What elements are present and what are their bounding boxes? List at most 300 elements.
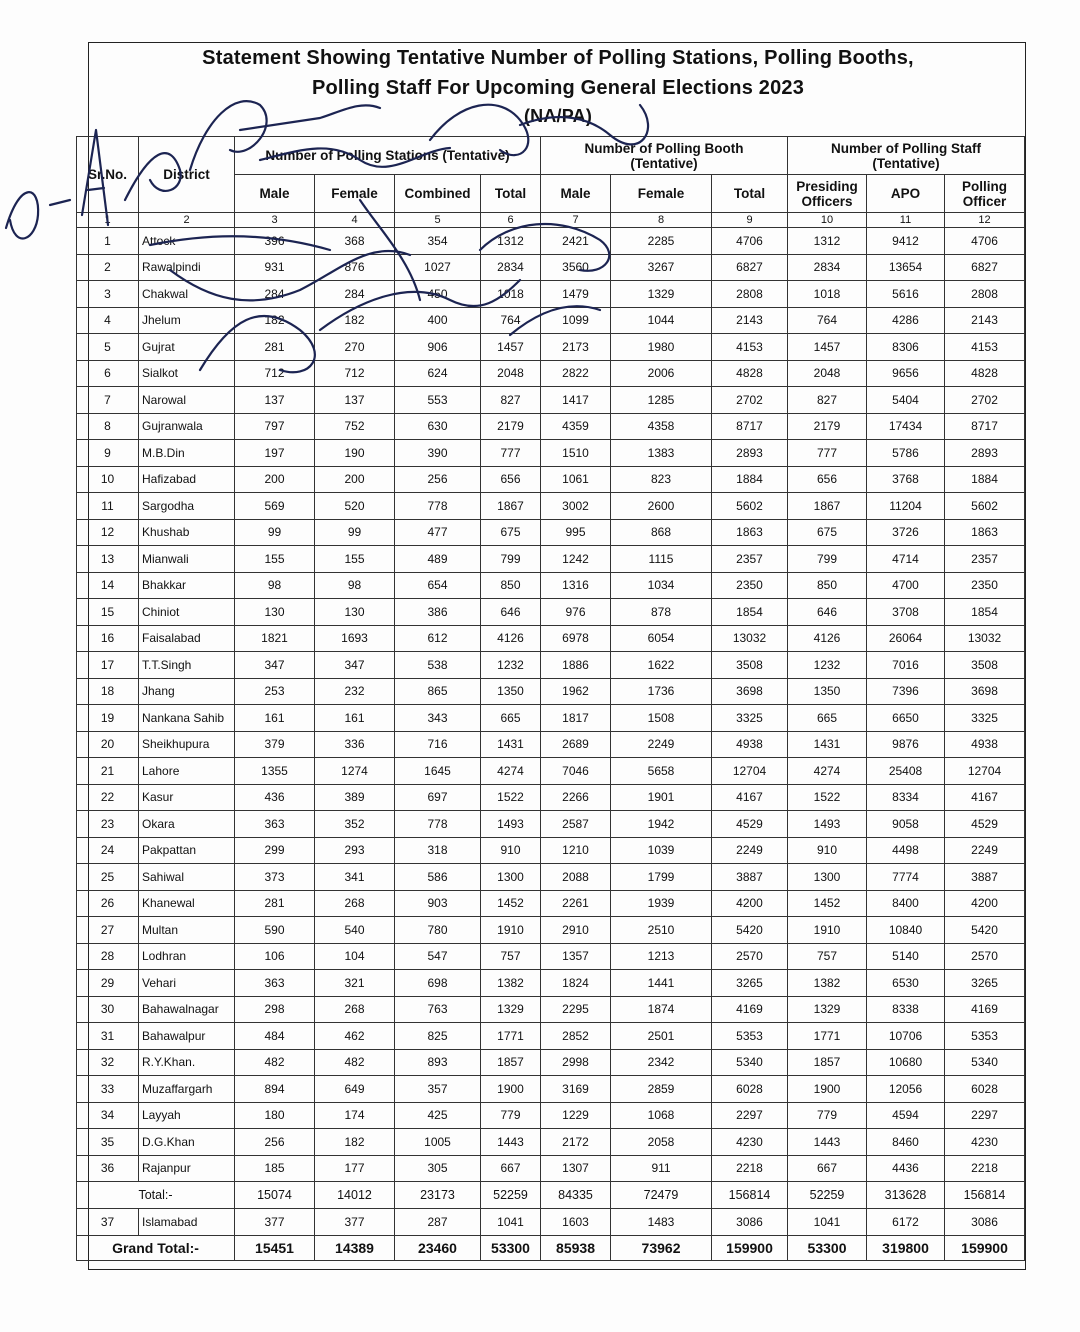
cell-value: 4706 bbox=[712, 228, 788, 255]
cell-value: 1039 bbox=[611, 837, 712, 864]
table-row bbox=[77, 1076, 1025, 1103]
cell-value: 321 bbox=[315, 970, 395, 997]
column-number: 1 bbox=[77, 213, 139, 228]
cell-value: 1329 bbox=[788, 996, 867, 1023]
cell-value: 1350 bbox=[788, 678, 867, 705]
cell-value: 3560 bbox=[541, 254, 611, 281]
cell-district: Lodhran bbox=[139, 943, 235, 970]
cell-value: 1431 bbox=[481, 731, 541, 758]
cell-value: 425 bbox=[395, 1102, 481, 1129]
table-row bbox=[77, 652, 1025, 679]
cell-value: 1443 bbox=[481, 1129, 541, 1156]
cell-value: 130 bbox=[315, 599, 395, 626]
cell-value: 3708 bbox=[867, 599, 945, 626]
column-number: 10 bbox=[788, 213, 867, 228]
cell-value: 1962 bbox=[541, 678, 611, 705]
cell-value: 1603 bbox=[541, 1209, 611, 1236]
cell-value: 174 bbox=[315, 1102, 395, 1129]
cell-value: 1884 bbox=[712, 466, 788, 493]
cell-value: 354 bbox=[395, 228, 481, 255]
cell-value: 911 bbox=[611, 1155, 712, 1182]
cell-value: 182 bbox=[315, 307, 395, 334]
cell-value: 656 bbox=[788, 466, 867, 493]
cell-value: 2702 bbox=[712, 387, 788, 414]
cell-value: 6978 bbox=[541, 625, 611, 652]
cell-value: 182 bbox=[315, 1129, 395, 1156]
cell-sr-no: 8 bbox=[77, 413, 139, 440]
cell-value: 2998 bbox=[541, 1049, 611, 1076]
cell-value: 2350 bbox=[712, 572, 788, 599]
cell-value: 2048 bbox=[481, 360, 541, 387]
cell-value: 357 bbox=[395, 1076, 481, 1103]
cell-sr-no: 11 bbox=[77, 493, 139, 520]
header-district: District bbox=[139, 137, 235, 213]
cell-value: 1863 bbox=[712, 519, 788, 546]
cell-value: 298 bbox=[235, 996, 315, 1023]
cell-value: 1431 bbox=[788, 731, 867, 758]
cell-value: 3698 bbox=[945, 678, 1025, 705]
header-booths-total: Total bbox=[712, 175, 788, 213]
cell-value: 827 bbox=[481, 387, 541, 414]
cell-value: 4938 bbox=[712, 731, 788, 758]
cell-district: Narowal bbox=[139, 387, 235, 414]
header-booths-female: Female bbox=[611, 175, 712, 213]
column-number: 3 bbox=[235, 213, 315, 228]
cell-district: Attock bbox=[139, 228, 235, 255]
cell-value: 180 bbox=[235, 1102, 315, 1129]
cell-value: 1799 bbox=[611, 864, 712, 891]
cell-value: 630 bbox=[395, 413, 481, 440]
cell-value: 752 bbox=[315, 413, 395, 440]
cell-sr-no: 12 bbox=[77, 519, 139, 546]
cell-value: 284 bbox=[315, 281, 395, 308]
cell-value: 1034 bbox=[611, 572, 712, 599]
cell-sr-no: 1 bbox=[77, 228, 139, 255]
column-number-row bbox=[77, 213, 1025, 228]
cell-value: 386 bbox=[395, 599, 481, 626]
cell-value: 1312 bbox=[481, 228, 541, 255]
cell-value: 665 bbox=[788, 705, 867, 732]
column-number: 8 bbox=[611, 213, 712, 228]
cell-value: 6054 bbox=[611, 625, 712, 652]
cell-district: Layyah bbox=[139, 1102, 235, 1129]
cell-district: Pakpattan bbox=[139, 837, 235, 864]
cell-sr-no: 6 bbox=[77, 360, 139, 387]
table-row bbox=[77, 970, 1025, 997]
cell-value: 13654 bbox=[867, 254, 945, 281]
cell-value: 1771 bbox=[481, 1023, 541, 1050]
cell-value: 825 bbox=[395, 1023, 481, 1050]
cell-sr-no: 20 bbox=[77, 731, 139, 758]
cell-value: 1300 bbox=[788, 864, 867, 891]
cell-value: 268 bbox=[315, 890, 395, 917]
cell-value: 1355 bbox=[235, 758, 315, 785]
cell-value: 4828 bbox=[945, 360, 1025, 387]
cell-value: 1044 bbox=[611, 307, 712, 334]
cell-value: 104 bbox=[315, 943, 395, 970]
cell-value: 675 bbox=[788, 519, 867, 546]
cell-value: 799 bbox=[788, 546, 867, 573]
cell-value: 1452 bbox=[481, 890, 541, 917]
cell-value: 3508 bbox=[712, 652, 788, 679]
cell-value: 1329 bbox=[611, 281, 712, 308]
cell-value: 2058 bbox=[611, 1129, 712, 1156]
grand-total-row bbox=[77, 1235, 1025, 1260]
cell-value: 1213 bbox=[611, 943, 712, 970]
cell-value: 25408 bbox=[867, 758, 945, 785]
cell-value: 850 bbox=[788, 572, 867, 599]
table-row bbox=[77, 784, 1025, 811]
cell-sr-no: 2 bbox=[77, 254, 139, 281]
cell-value: 3726 bbox=[867, 519, 945, 546]
cell-value: 347 bbox=[315, 652, 395, 679]
cell-district: Multan bbox=[139, 917, 235, 944]
cell-value: 5658 bbox=[611, 758, 712, 785]
cell-value: 12704 bbox=[945, 758, 1025, 785]
table-row bbox=[77, 572, 1025, 599]
cell-value: 763 bbox=[395, 996, 481, 1023]
cell-value: 1854 bbox=[712, 599, 788, 626]
cell-value: 8400 bbox=[867, 890, 945, 917]
cell-value: 2859 bbox=[611, 1076, 712, 1103]
cell-value: 6172 bbox=[867, 1209, 945, 1236]
cell-value: 336 bbox=[315, 731, 395, 758]
cell-value: 396 bbox=[235, 228, 315, 255]
cell-value: 2048 bbox=[788, 360, 867, 387]
cell-value: 1300 bbox=[481, 864, 541, 891]
cell-value: 4126 bbox=[481, 625, 541, 652]
cell-value: 5353 bbox=[712, 1023, 788, 1050]
column-number: 6 bbox=[481, 213, 541, 228]
cell-district: Vehari bbox=[139, 970, 235, 997]
cell-value: 624 bbox=[395, 360, 481, 387]
cell-value: 9058 bbox=[867, 811, 945, 838]
cell-value: 5340 bbox=[945, 1049, 1025, 1076]
cell-district: Faisalabad bbox=[139, 625, 235, 652]
cell-value: 7396 bbox=[867, 678, 945, 705]
cell-value: 4714 bbox=[867, 546, 945, 573]
table-row bbox=[77, 625, 1025, 652]
cell-value: 2501 bbox=[611, 1023, 712, 1050]
cell-sr-no: 36 bbox=[77, 1155, 139, 1182]
cell-value: 1886 bbox=[541, 652, 611, 679]
cell-value: 155 bbox=[315, 546, 395, 573]
cell-value: 17434 bbox=[867, 413, 945, 440]
table-row bbox=[77, 890, 1025, 917]
cell-value: 26064 bbox=[867, 625, 945, 652]
cell-district: M.B.Din bbox=[139, 440, 235, 467]
cell-value: 2173 bbox=[541, 334, 611, 361]
cell-value: 436 bbox=[235, 784, 315, 811]
cell-value: 2893 bbox=[945, 440, 1025, 467]
cell-value: 3325 bbox=[712, 705, 788, 732]
cell-value: 8334 bbox=[867, 784, 945, 811]
cell-value: 5420 bbox=[945, 917, 1025, 944]
cell-value: 270 bbox=[315, 334, 395, 361]
cell-district: D.G.Khan bbox=[139, 1129, 235, 1156]
cell-value: 256 bbox=[395, 466, 481, 493]
cell-value: 352 bbox=[315, 811, 395, 838]
cell-value: 3169 bbox=[541, 1076, 611, 1103]
cell-sr-no: 3 bbox=[77, 281, 139, 308]
total-value: 14012 bbox=[315, 1182, 395, 1209]
cell-value: 7774 bbox=[867, 864, 945, 891]
cell-value: 2218 bbox=[945, 1155, 1025, 1182]
cell-value: 2834 bbox=[481, 254, 541, 281]
cell-value: 649 bbox=[315, 1076, 395, 1103]
cell-value: 197 bbox=[235, 440, 315, 467]
cell-value: 6650 bbox=[867, 705, 945, 732]
table-row bbox=[77, 519, 1025, 546]
cell-value: 10706 bbox=[867, 1023, 945, 1050]
cell-value: 11204 bbox=[867, 493, 945, 520]
cell-value: 778 bbox=[395, 811, 481, 838]
cell-sr-no: 4 bbox=[77, 307, 139, 334]
grand-total-value: 53300 bbox=[788, 1235, 867, 1260]
table-row bbox=[77, 1129, 1025, 1156]
cell-sr-no: 34 bbox=[77, 1102, 139, 1129]
total-value: 15074 bbox=[235, 1182, 315, 1209]
cell-value: 13032 bbox=[712, 625, 788, 652]
table-row bbox=[77, 1155, 1025, 1182]
cell-value: 903 bbox=[395, 890, 481, 917]
cell-value: 667 bbox=[788, 1155, 867, 1182]
cell-value: 1018 bbox=[788, 281, 867, 308]
cell-sr-no: 32 bbox=[77, 1049, 139, 1076]
cell-value: 3086 bbox=[945, 1209, 1025, 1236]
cell-value: 5140 bbox=[867, 943, 945, 970]
grand-total-value: 159900 bbox=[945, 1235, 1025, 1260]
cell-value: 3887 bbox=[945, 864, 1025, 891]
cell-value: 547 bbox=[395, 943, 481, 970]
cell-district: Rawalpindi bbox=[139, 254, 235, 281]
cell-district: Sheikhupura bbox=[139, 731, 235, 758]
cell-value: 779 bbox=[788, 1102, 867, 1129]
cell-value: 4286 bbox=[867, 307, 945, 334]
cell-value: 4230 bbox=[945, 1129, 1025, 1156]
cell-value: 281 bbox=[235, 890, 315, 917]
table-row bbox=[77, 334, 1025, 361]
cell-value: 13032 bbox=[945, 625, 1025, 652]
cell-value: 4153 bbox=[945, 334, 1025, 361]
cell-value: 1061 bbox=[541, 466, 611, 493]
cell-sr-no: 14 bbox=[77, 572, 139, 599]
cell-district: Okara bbox=[139, 811, 235, 838]
cell-value: 5602 bbox=[712, 493, 788, 520]
cell-sr-no: 24 bbox=[77, 837, 139, 864]
table-row bbox=[77, 281, 1025, 308]
cell-value: 98 bbox=[315, 572, 395, 599]
cell-value: 2357 bbox=[945, 546, 1025, 573]
cell-value: 4126 bbox=[788, 625, 867, 652]
cell-value: 6028 bbox=[712, 1076, 788, 1103]
total-value: 72479 bbox=[611, 1182, 712, 1209]
table-row bbox=[77, 387, 1025, 414]
cell-value: 137 bbox=[235, 387, 315, 414]
cell-value: 1910 bbox=[481, 917, 541, 944]
cell-value: 1443 bbox=[788, 1129, 867, 1156]
cell-value: 305 bbox=[395, 1155, 481, 1182]
cell-value: 698 bbox=[395, 970, 481, 997]
total-value: 156814 bbox=[712, 1182, 788, 1209]
cell-value: 2808 bbox=[712, 281, 788, 308]
cell-value: 482 bbox=[235, 1049, 315, 1076]
cell-value: 2852 bbox=[541, 1023, 611, 1050]
cell-district: Mianwali bbox=[139, 546, 235, 573]
cell-value: 489 bbox=[395, 546, 481, 573]
cell-value: 8306 bbox=[867, 334, 945, 361]
cell-value: 200 bbox=[235, 466, 315, 493]
cell-sr-no: 22 bbox=[77, 784, 139, 811]
cell-value: 865 bbox=[395, 678, 481, 705]
column-number: 4 bbox=[315, 213, 395, 228]
cell-sr-no: 9 bbox=[77, 440, 139, 467]
document-title-line-1: Statement Showing Tentative Number of Polling Stations, Polling Booths, bbox=[202, 47, 914, 69]
header-stations-total: Total bbox=[481, 175, 541, 213]
cell-sr-no: 28 bbox=[77, 943, 139, 970]
grand-total-value: 73962 bbox=[611, 1235, 712, 1260]
cell-district: Chiniot bbox=[139, 599, 235, 626]
cell-value: 1824 bbox=[541, 970, 611, 997]
grand-total-value: 319800 bbox=[867, 1235, 945, 1260]
cell-value: 4167 bbox=[712, 784, 788, 811]
cell-sr-no: 37 bbox=[77, 1209, 139, 1236]
cell-value: 712 bbox=[235, 360, 315, 387]
cell-value: 1910 bbox=[788, 917, 867, 944]
cell-value: 161 bbox=[235, 705, 315, 732]
cell-value: 797 bbox=[235, 413, 315, 440]
cell-value: 377 bbox=[315, 1209, 395, 1236]
header-stations-female: Female bbox=[315, 175, 395, 213]
cell-value: 2910 bbox=[541, 917, 611, 944]
header-sr-no: Sr.No. bbox=[77, 137, 139, 213]
cell-value: 268 bbox=[315, 996, 395, 1023]
table-row bbox=[77, 254, 1025, 281]
cell-value: 1417 bbox=[541, 387, 611, 414]
cell-value: 1821 bbox=[235, 625, 315, 652]
cell-value: 341 bbox=[315, 864, 395, 891]
cell-value: 390 bbox=[395, 440, 481, 467]
cell-value: 484 bbox=[235, 1023, 315, 1050]
cell-value: 3325 bbox=[945, 705, 1025, 732]
cell-value: 2510 bbox=[611, 917, 712, 944]
cell-value: 2570 bbox=[712, 943, 788, 970]
table-row bbox=[77, 1049, 1025, 1076]
cell-value: 697 bbox=[395, 784, 481, 811]
cell-value: 764 bbox=[481, 307, 541, 334]
cell-value: 995 bbox=[541, 519, 611, 546]
grand-total-value: 14389 bbox=[315, 1235, 395, 1260]
cell-value: 1383 bbox=[611, 440, 712, 467]
cell-value: 1027 bbox=[395, 254, 481, 281]
cell-sr-no: 27 bbox=[77, 917, 139, 944]
header-stations-male: Male bbox=[235, 175, 315, 213]
cell-value: 2249 bbox=[611, 731, 712, 758]
cell-value: 12056 bbox=[867, 1076, 945, 1103]
cell-value: 764 bbox=[788, 307, 867, 334]
cell-value: 10680 bbox=[867, 1049, 945, 1076]
cell-value: 2266 bbox=[541, 784, 611, 811]
cell-value: 1068 bbox=[611, 1102, 712, 1129]
cell-value: 553 bbox=[395, 387, 481, 414]
column-number: 9 bbox=[712, 213, 788, 228]
cell-value: 1350 bbox=[481, 678, 541, 705]
table-row bbox=[77, 917, 1025, 944]
grand-total-value: 15451 bbox=[235, 1235, 315, 1260]
cell-value: 646 bbox=[481, 599, 541, 626]
cell-value: 906 bbox=[395, 334, 481, 361]
table-row bbox=[77, 599, 1025, 626]
cell-value: 2342 bbox=[611, 1049, 712, 1076]
cell-value: 2249 bbox=[945, 837, 1025, 864]
cell-value: 1441 bbox=[611, 970, 712, 997]
cell-district: Nankana Sahib bbox=[139, 705, 235, 732]
cell-district: Chakwal bbox=[139, 281, 235, 308]
cell-value: 2261 bbox=[541, 890, 611, 917]
cell-value: 1041 bbox=[481, 1209, 541, 1236]
cell-value: 4153 bbox=[712, 334, 788, 361]
cell-value: 1457 bbox=[788, 334, 867, 361]
cell-value: 2179 bbox=[788, 413, 867, 440]
cell-district: Sahiwal bbox=[139, 864, 235, 891]
cell-value: 878 bbox=[611, 599, 712, 626]
table-row bbox=[77, 678, 1025, 705]
table-row bbox=[77, 996, 1025, 1023]
cell-value: 654 bbox=[395, 572, 481, 599]
cell-value: 2143 bbox=[712, 307, 788, 334]
cell-value: 665 bbox=[481, 705, 541, 732]
cell-value: 7046 bbox=[541, 758, 611, 785]
header-group-polling-staff-line-2: (Tentative) bbox=[872, 155, 940, 171]
column-number: 11 bbox=[867, 213, 945, 228]
cell-value: 2088 bbox=[541, 864, 611, 891]
cell-value: 373 bbox=[235, 864, 315, 891]
cell-value: 1493 bbox=[481, 811, 541, 838]
cell-value: 8338 bbox=[867, 996, 945, 1023]
cell-value: 4529 bbox=[945, 811, 1025, 838]
cell-value: 569 bbox=[235, 493, 315, 520]
cell-value: 1457 bbox=[481, 334, 541, 361]
cell-district: Muzaffargarh bbox=[139, 1076, 235, 1103]
cell-value: 7016 bbox=[867, 652, 945, 679]
cell-value: 190 bbox=[315, 440, 395, 467]
cell-value: 4274 bbox=[481, 758, 541, 785]
header-booths-male: Male bbox=[541, 175, 611, 213]
cell-value: 2421 bbox=[541, 228, 611, 255]
cell-value: 1900 bbox=[788, 1076, 867, 1103]
cell-sr-no: 31 bbox=[77, 1023, 139, 1050]
cell-sr-no: 23 bbox=[77, 811, 139, 838]
cell-value: 799 bbox=[481, 546, 541, 573]
cell-value: 1005 bbox=[395, 1129, 481, 1156]
header-group-polling-stations: Number of Polling Stations (Tentative) bbox=[235, 137, 541, 175]
cell-value: 612 bbox=[395, 625, 481, 652]
cell-value: 931 bbox=[235, 254, 315, 281]
cell-value: 9656 bbox=[867, 360, 945, 387]
cell-value: 4169 bbox=[712, 996, 788, 1023]
total-value: 84335 bbox=[541, 1182, 611, 1209]
header-group-polling-staff-line-1: Number of Polling Staff bbox=[831, 140, 982, 156]
cell-value: 1232 bbox=[481, 652, 541, 679]
cell-value: 1900 bbox=[481, 1076, 541, 1103]
header-stations-combined: Combined bbox=[395, 175, 481, 213]
cell-value: 590 bbox=[235, 917, 315, 944]
cell-value: 1901 bbox=[611, 784, 712, 811]
cell-value: 182 bbox=[235, 307, 315, 334]
cell-value: 4594 bbox=[867, 1102, 945, 1129]
cell-sr-no: 7 bbox=[77, 387, 139, 414]
cell-value: 1693 bbox=[315, 625, 395, 652]
